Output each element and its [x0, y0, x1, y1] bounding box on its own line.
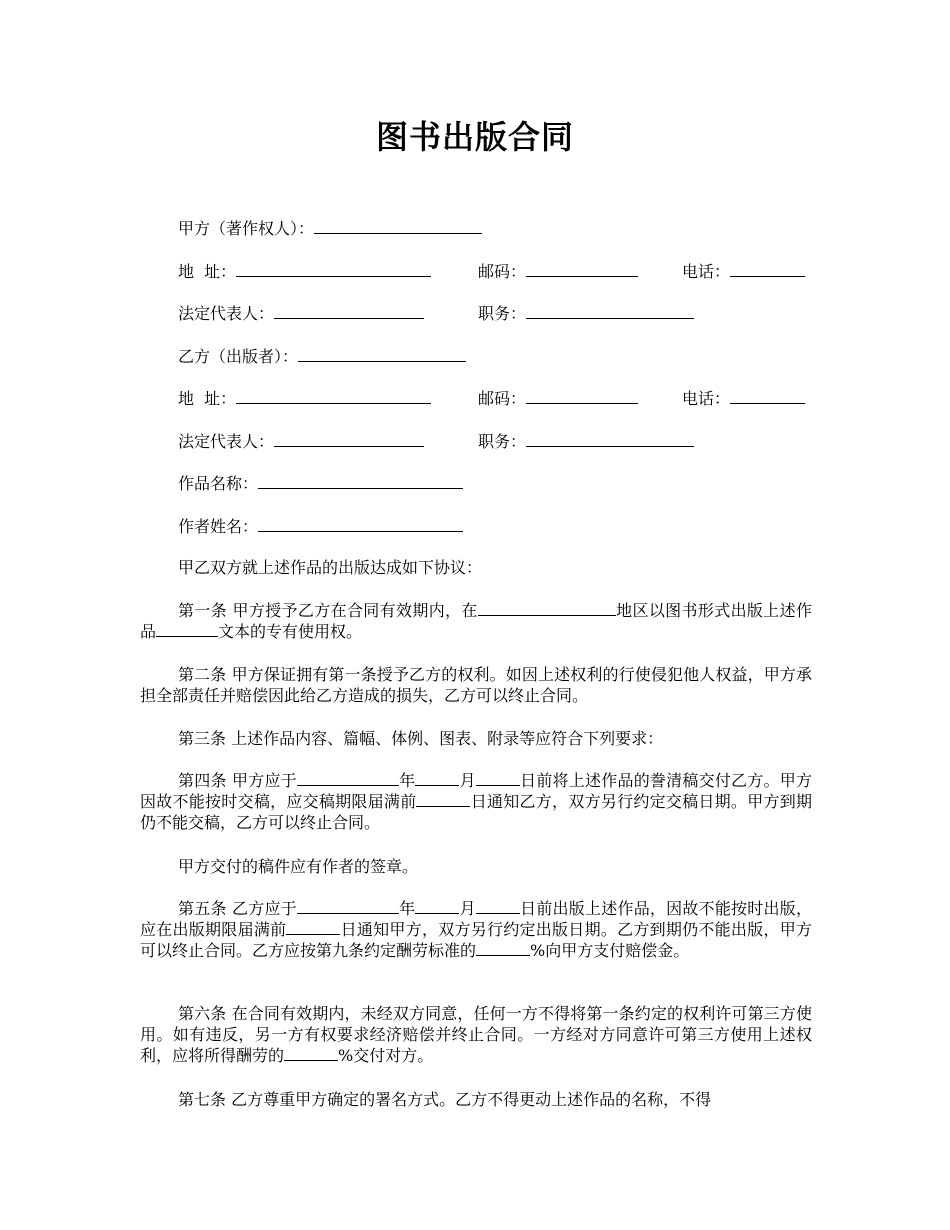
party-a-rep-line [178, 303, 424, 324]
article-5-text-4: 日前出版上述作品，因故不能按时出版，应在出版期限届满前 [140, 899, 812, 939]
party-a-rep-field[interactable] [274, 303, 424, 319]
party-b-line [178, 346, 466, 367]
party-b-position-line [478, 431, 694, 452]
party-b-address-line [178, 388, 431, 409]
party-b-rep-line [178, 431, 424, 452]
party-a-postcode-field[interactable] [526, 261, 638, 277]
article-2: 第二条 甲方保证拥有第一条授予乙方的权利。如因上述权利的行使侵犯他人权益，甲方承担全部责任并赔偿因此给乙方造成的损失，乙方可以终止合同。 [140, 665, 812, 705]
article-5-text-1: 第五条 乙方应于 [178, 899, 297, 918]
article-5 [140, 898, 812, 961]
article-4-text-3: 月 [459, 771, 476, 790]
article-5-text-5: 日通知甲方，双方另行约定出版日期。乙方到期仍不能出版，甲方可以终止合同。乙方应按第九条约定酬劳标准的 [140, 920, 812, 960]
article-4-note: 甲方交付的稿件应有作者的签章。 [178, 857, 419, 876]
article-3: 第三条 上述作品内容、篇幅、体例、图表、附录等应符合下列要求： [178, 729, 664, 748]
article-4-year-field[interactable] [297, 771, 399, 786]
party-a-phone-field[interactable] [730, 261, 805, 277]
party-b-address-label: 地 址： [178, 389, 237, 408]
work-name-line [178, 473, 463, 494]
article-4-text-4: 日前将上述作品的誊清稿交付乙方。甲方因故不能按时交稿，应交稿期限届满前 [140, 771, 812, 811]
article-1-text-1: 第一条 甲方授予乙方在合同有效期内，在 [178, 601, 478, 620]
party-a-name-field[interactable] [314, 218, 482, 234]
article-7: 第七条 乙方尊重甲方确定的署名方式。乙方不得更动上述作品的名称，不得 [178, 1090, 712, 1109]
article-5-day-field[interactable] [476, 899, 520, 914]
party-a-address-label: 地 址： [178, 262, 237, 281]
article-5-percent-field[interactable] [476, 941, 530, 956]
page-title: 图书出版合同 [375, 118, 574, 156]
party-b-postcode-label: 邮码： [478, 389, 527, 408]
article-1 [140, 600, 812, 642]
intro-line: 甲乙双方就上述作品的出版达成如下协议： [178, 558, 483, 577]
article-6 [140, 1003, 812, 1066]
article-6-text-2: %交付对方。 [338, 1046, 434, 1065]
party-b-rep-label: 法定代表人： [178, 432, 275, 451]
work-name-label: 作品名称： [178, 474, 259, 493]
article-1-text-2: 地区以图书形式出版上述作品 [140, 601, 812, 641]
party-b-phone-label: 电话： [682, 389, 731, 408]
article-4-notice-days-field[interactable] [416, 792, 470, 807]
article-4-text-2: 年 [398, 771, 416, 790]
party-a-rep-label: 法定代表人： [178, 304, 275, 323]
party-b-position-field[interactable] [526, 431, 694, 447]
article-4-text-1: 第四条 甲方应于 [178, 771, 297, 790]
party-a-label: 甲方（著作权人）： [178, 219, 315, 238]
party-a-phone-label: 电话： [682, 262, 731, 281]
party-b-postcode-field[interactable] [526, 388, 638, 404]
work-name-field[interactable] [258, 473, 463, 489]
party-b-label: 乙方（出版者）： [178, 347, 299, 366]
party-a-position-label: 职务： [478, 304, 527, 323]
article-1-text-3: 文本的专有使用权。 [218, 622, 363, 641]
article-1-region-field[interactable] [478, 601, 616, 616]
article-4-text-5: 日通知乙方，双方另行约定交稿日期。甲方到期仍不能交稿，乙方可以终止合同。 [140, 792, 812, 832]
author-name-label: 作者姓名： [178, 517, 259, 536]
article-5-text-3: 月 [459, 899, 476, 918]
article-4 [140, 770, 812, 833]
article-4-day-field[interactable] [476, 771, 520, 786]
author-name-field[interactable] [258, 516, 463, 532]
article-1-language-field[interactable] [156, 622, 218, 637]
party-a-position-line [478, 303, 694, 324]
party-b-phone-field[interactable] [730, 388, 805, 404]
article-5-notice-days-field[interactable] [286, 920, 340, 935]
party-a-postcode-line [478, 261, 638, 282]
article-6-text-1: 第六条 在合同有效期内，未经双方同意，任何一方不得将第一条约定的权利许可第三方使用。如有违反，另一方有权要求经济赔偿并终止合同。一方经对方同意许可第三方使用上述权利，应将所得酬劳的 [140, 1004, 812, 1065]
party-a-position-field[interactable] [526, 303, 694, 319]
party-a-line [178, 218, 482, 239]
article-5-year-field[interactable] [297, 899, 399, 914]
party-b-phone-line [682, 388, 805, 409]
party-a-phone-line [682, 261, 805, 282]
article-6-percent-field[interactable] [284, 1046, 338, 1061]
party-b-address-field[interactable] [236, 388, 431, 404]
party-b-position-label: 职务： [478, 432, 527, 451]
party-a-address-field[interactable] [236, 261, 431, 277]
party-a-postcode-label: 邮码： [478, 262, 527, 281]
article-4-month-field[interactable] [415, 771, 459, 786]
author-name-line [178, 516, 463, 537]
article-5-month-field[interactable] [415, 899, 459, 914]
party-a-address-line [178, 261, 431, 282]
article-5-text-2: 年 [398, 899, 416, 918]
party-b-postcode-line [478, 388, 638, 409]
party-b-name-field[interactable] [298, 346, 466, 362]
party-b-rep-field[interactable] [274, 431, 424, 447]
article-5-text-6: %向甲方支付赔偿金。 [530, 941, 690, 960]
